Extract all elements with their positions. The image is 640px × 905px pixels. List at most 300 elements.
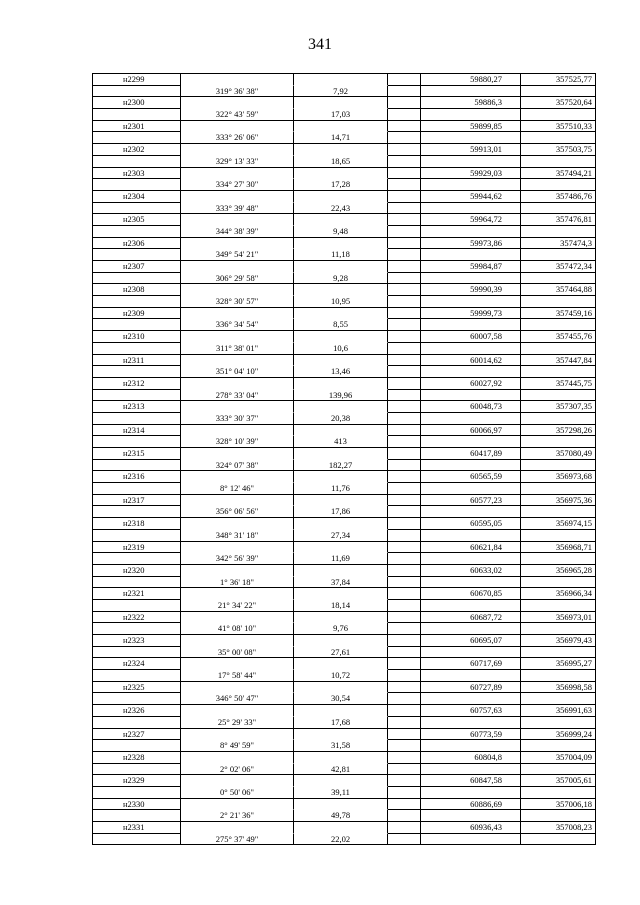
table-row [93,156,596,168]
empty-cell [93,273,181,285]
coord-y: 357455,76 [521,331,596,343]
empty-cell [294,214,388,226]
segment-length: 17,86 [294,506,388,518]
coord-x: 60621,84 [421,542,521,554]
coord-x: 59999,73 [421,308,521,320]
point-name: н2317 [93,495,181,507]
table-row [93,542,596,554]
empty-cell [181,822,294,834]
empty-cell [181,612,294,624]
coord-y: 357307,35 [521,401,596,413]
direction-angle: 322° 43' 59" [181,109,294,121]
empty-cell [93,764,181,776]
empty-cell [181,495,294,507]
empty-cell [93,506,181,518]
empty-cell [93,343,181,355]
table-row [93,203,596,215]
table-row [93,355,596,367]
coord-x: 59886,3 [421,97,521,109]
direction-angle: 329° 13' 33" [181,156,294,168]
direction-angle: 17° 58' 44" [181,670,294,682]
empty-cell [388,168,421,180]
empty-cell [421,132,521,144]
empty-cell [521,577,596,589]
coord-x: 60695,07 [421,635,521,647]
point-name: н2313 [93,401,181,413]
empty-cell [421,109,521,121]
empty-cell [388,378,421,390]
empty-cell [388,834,421,846]
empty-cell [388,717,421,729]
empty-cell [93,249,181,261]
empty-cell [388,542,421,554]
segment-length: 139,96 [294,390,388,402]
coord-x: 60936,43 [421,822,521,834]
direction-angle: 328° 30' 57" [181,296,294,308]
empty-cell [521,810,596,822]
empty-cell [421,436,521,448]
table-row [93,74,596,86]
direction-angle: 349° 54' 21" [181,249,294,261]
empty-cell [388,577,421,589]
coord-y: 357476,81 [521,214,596,226]
table-row [93,97,596,109]
empty-cell [93,390,181,402]
empty-cell [181,168,294,180]
coord-x: 59984,87 [421,261,521,273]
empty-cell [93,179,181,191]
segment-length: 42,81 [294,764,388,776]
table-row [93,647,596,659]
point-name: н2299 [93,74,181,86]
coord-y: 357459,16 [521,308,596,320]
point-name: н2315 [93,448,181,460]
coord-x: 60595,05 [421,518,521,530]
empty-cell [388,764,421,776]
segment-length: 17,03 [294,109,388,121]
empty-cell [388,448,421,460]
direction-angle: 278° 33' 04" [181,390,294,402]
point-name: н2328 [93,752,181,764]
direction-angle: 1° 36' 18" [181,577,294,589]
empty-cell [388,343,421,355]
empty-cell [294,191,388,203]
empty-cell [521,460,596,472]
coordinates-table [92,73,596,845]
coord-x: 60773,59 [421,729,521,741]
table-row [93,834,596,846]
empty-cell [421,86,521,98]
empty-cell [521,156,596,168]
direction-angle: 275° 37' 49" [181,834,294,846]
coord-y: 357486,76 [521,191,596,203]
table-row [93,436,596,448]
empty-cell [181,682,294,694]
empty-cell [294,775,388,787]
segment-length: 17,28 [294,179,388,191]
empty-cell [521,670,596,682]
empty-cell [93,319,181,331]
direction-angle: 333° 30' 37" [181,413,294,425]
empty-cell [421,460,521,472]
empty-cell [388,355,421,367]
table-row [93,565,596,577]
table-row [93,635,596,647]
direction-angle: 319° 36' 38" [181,86,294,98]
empty-cell [388,740,421,752]
coord-x: 60804,8 [421,752,521,764]
empty-cell [388,191,421,203]
empty-cell [388,775,421,787]
empty-cell [181,658,294,670]
empty-cell [181,261,294,273]
empty-cell [93,717,181,729]
segment-length: 39,11 [294,787,388,799]
empty-cell [181,121,294,133]
empty-cell [181,471,294,483]
empty-cell [421,553,521,565]
coord-x: 60687,72 [421,612,521,624]
empty-cell [388,366,421,378]
empty-cell [521,553,596,565]
empty-cell [388,495,421,507]
empty-cell [521,506,596,518]
segment-length: 11,69 [294,553,388,565]
empty-cell [388,156,421,168]
point-name: н2305 [93,214,181,226]
segment-length: 10,6 [294,343,388,355]
coord-x: 59990,39 [421,284,521,296]
direction-angle: 8° 12' 46" [181,483,294,495]
empty-cell [388,132,421,144]
point-name: н2331 [93,822,181,834]
empty-cell [388,471,421,483]
empty-cell [388,331,421,343]
coord-y: 356998,58 [521,682,596,694]
empty-cell [388,308,421,320]
empty-cell [388,86,421,98]
empty-cell [388,682,421,694]
coord-y: 357006,18 [521,799,596,811]
table-row [93,343,596,355]
page-number: 341 [308,36,332,53]
coord-x: 60565,59 [421,471,521,483]
empty-cell [294,588,388,600]
empty-cell [421,506,521,518]
empty-cell [421,834,521,846]
point-name: н2321 [93,588,181,600]
table-row [93,799,596,811]
segment-length: 413 [294,436,388,448]
empty-cell [181,565,294,577]
empty-cell [388,787,421,799]
table-row [93,109,596,121]
coord-y: 357005,61 [521,775,596,787]
empty-cell [93,553,181,565]
empty-cell [521,483,596,495]
table-row [93,319,596,331]
empty-cell [181,355,294,367]
empty-cell [388,390,421,402]
coord-y: 357510,33 [521,121,596,133]
table-row [93,506,596,518]
direction-angle: 344° 38' 39" [181,226,294,238]
empty-cell [93,740,181,752]
table-row [93,121,596,133]
empty-cell [388,506,421,518]
empty-cell [93,366,181,378]
coord-y: 356968,71 [521,542,596,554]
empty-cell [388,810,421,822]
point-name: н2327 [93,729,181,741]
point-name: н2311 [93,355,181,367]
empty-cell [294,518,388,530]
direction-angle: 35° 00' 08" [181,647,294,659]
point-name: н2309 [93,308,181,320]
empty-cell [294,822,388,834]
table-row [93,553,596,565]
table-row [93,284,596,296]
empty-cell [388,319,421,331]
coord-x: 60007,58 [421,331,521,343]
empty-cell [294,378,388,390]
coord-x: 60717,69 [421,658,521,670]
empty-cell [93,413,181,425]
empty-cell [521,273,596,285]
empty-cell [421,740,521,752]
table-row [93,483,596,495]
table-row [93,296,596,308]
table-row [93,670,596,682]
empty-cell [421,390,521,402]
empty-cell [521,86,596,98]
empty-cell [294,635,388,647]
point-name: н2306 [93,238,181,250]
point-name: н2314 [93,425,181,437]
empty-cell [521,834,596,846]
empty-cell [421,787,521,799]
coord-y: 356973,01 [521,612,596,624]
empty-cell [388,261,421,273]
empty-cell [93,787,181,799]
coord-y: 357447,84 [521,355,596,367]
empty-cell [421,600,521,612]
empty-cell [388,273,421,285]
coord-y: 356979,43 [521,635,596,647]
coord-x: 59929,03 [421,168,521,180]
direction-angle: 356° 06' 56" [181,506,294,518]
empty-cell [181,588,294,600]
empty-cell [93,226,181,238]
direction-angle: 324° 07' 38" [181,460,294,472]
empty-cell [181,97,294,109]
empty-cell [388,74,421,86]
direction-angle: 311° 38' 01" [181,343,294,355]
direction-angle: 333° 39' 48" [181,203,294,215]
coord-x: 59913,01 [421,144,521,156]
empty-cell [294,401,388,413]
coord-x: 60670,85 [421,588,521,600]
table-row [93,810,596,822]
empty-cell [521,343,596,355]
empty-cell [181,752,294,764]
point-name: н2330 [93,799,181,811]
empty-cell [93,530,181,542]
table-row [93,588,596,600]
empty-cell [388,284,421,296]
table-row [93,273,596,285]
direction-angle: 0° 50' 06" [181,787,294,799]
table-row [93,390,596,402]
empty-cell [388,249,421,261]
empty-cell [421,647,521,659]
empty-cell [388,822,421,834]
segment-length: 7,92 [294,86,388,98]
coord-x: 59899,85 [421,121,521,133]
table-row [93,612,596,624]
segment-length: 27,34 [294,530,388,542]
empty-cell [294,495,388,507]
empty-cell [388,483,421,495]
table-row [93,448,596,460]
segment-length: 30,54 [294,693,388,705]
empty-cell [388,647,421,659]
segment-length: 27,61 [294,647,388,659]
empty-cell [521,764,596,776]
point-name: н2304 [93,191,181,203]
coord-y: 356975,36 [521,495,596,507]
empty-cell [421,226,521,238]
empty-cell [421,203,521,215]
empty-cell [421,693,521,705]
table-row [93,238,596,250]
empty-cell [294,729,388,741]
empty-cell [294,74,388,86]
table-row [93,495,596,507]
empty-cell [93,623,181,635]
empty-cell [294,752,388,764]
coord-y: 357474,3 [521,238,596,250]
empty-cell [181,378,294,390]
direction-angle: 348° 31' 18" [181,530,294,542]
empty-cell [181,705,294,717]
empty-cell [181,401,294,413]
empty-cell [388,109,421,121]
empty-cell [388,179,421,191]
empty-cell [181,775,294,787]
empty-cell [93,109,181,121]
table-row [93,729,596,741]
segment-length: 9,48 [294,226,388,238]
segment-length: 182,27 [294,460,388,472]
table-row [93,226,596,238]
coord-x: 59944,62 [421,191,521,203]
coord-y: 357464,88 [521,284,596,296]
empty-cell [521,600,596,612]
empty-cell [521,249,596,261]
empty-cell [181,331,294,343]
empty-cell [93,203,181,215]
table-row [93,577,596,589]
empty-cell [388,238,421,250]
empty-cell [421,810,521,822]
empty-cell [294,799,388,811]
empty-cell [93,647,181,659]
empty-cell [181,308,294,320]
coord-y: 356974,15 [521,518,596,530]
direction-angle: 21° 34' 22" [181,600,294,612]
coord-x: 60847,58 [421,775,521,787]
table-row [93,740,596,752]
empty-cell [388,635,421,647]
coord-x: 59973,86 [421,238,521,250]
segment-length: 37,84 [294,577,388,589]
table-row [93,460,596,472]
coord-y: 357472,34 [521,261,596,273]
coord-x: 60417,89 [421,448,521,460]
table-row [93,623,596,635]
empty-cell [93,483,181,495]
empty-cell [294,705,388,717]
segment-length: 10,72 [294,670,388,682]
direction-angle: 25° 29' 33" [181,717,294,729]
empty-cell [521,109,596,121]
direction-angle: 41° 08' 10" [181,623,294,635]
coord-x: 60027,92 [421,378,521,390]
empty-cell [181,729,294,741]
empty-cell [388,97,421,109]
point-name: н2300 [93,97,181,109]
table-row [93,261,596,273]
direction-angle: 351° 04' 10" [181,366,294,378]
point-name: н2329 [93,775,181,787]
empty-cell [388,401,421,413]
segment-length: 17,68 [294,717,388,729]
empty-cell [294,308,388,320]
empty-cell [521,693,596,705]
empty-cell [421,764,521,776]
coord-x: 60048,73 [421,401,521,413]
table-row [93,331,596,343]
empty-cell [181,191,294,203]
empty-cell [521,390,596,402]
empty-cell [388,623,421,635]
empty-cell [181,74,294,86]
coord-x: 60757,63 [421,705,521,717]
segment-length: 20,38 [294,413,388,425]
empty-cell [388,670,421,682]
point-name: н2325 [93,682,181,694]
point-name: н2316 [93,471,181,483]
coord-y: 357008,23 [521,822,596,834]
table-row [93,764,596,776]
segment-length: 49,78 [294,810,388,822]
empty-cell [421,179,521,191]
empty-cell [521,366,596,378]
empty-cell [521,787,596,799]
coord-x: 60066,97 [421,425,521,437]
coord-y: 357445,75 [521,378,596,390]
empty-cell [421,249,521,261]
empty-cell [388,460,421,472]
empty-cell [388,705,421,717]
table-row [93,425,596,437]
empty-cell [294,121,388,133]
coord-x: 60577,23 [421,495,521,507]
empty-cell [521,623,596,635]
empty-cell [388,600,421,612]
empty-cell [421,623,521,635]
